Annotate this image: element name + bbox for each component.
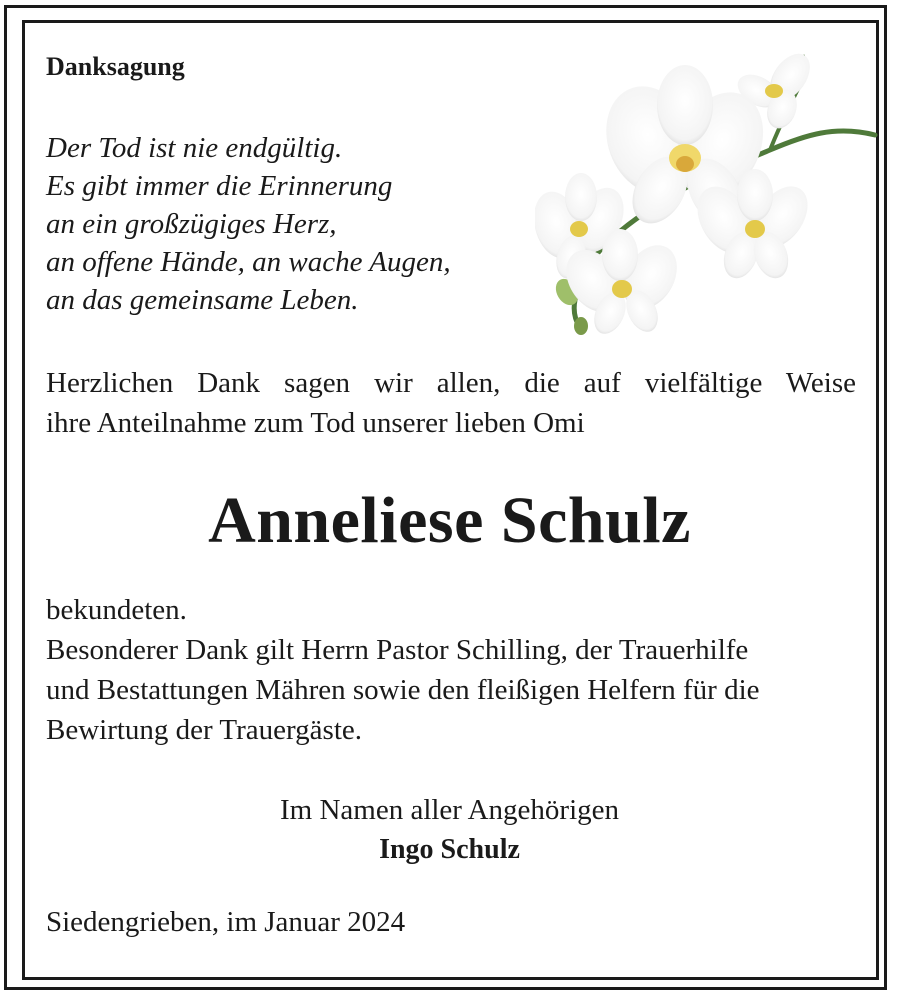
signature-block: [0, 790, 899, 870]
poem-line: Es gibt immer die Erinnerung: [46, 170, 393, 202]
poem-line: an offene Hände, an wache Augen,: [46, 246, 451, 278]
body-line: Besonderer Dank gilt Herrn Pastor Schilling, der Trauerhilfe: [46, 634, 749, 666]
place-date: Siedengrieben, im Januar 2024: [46, 906, 406, 938]
thanks-paragraph: [46, 363, 856, 443]
poem-line: an das gemeinsame Leben.: [46, 284, 359, 316]
body-line: Bewirtung der Trauergäste.: [46, 714, 362, 746]
orchid-icon: [535, 40, 880, 340]
notice-heading: Danksagung: [46, 52, 185, 81]
on-behalf-text: Im Namen aller Angehörigen: [279, 794, 620, 826]
poem-line: Der Tod ist nie endgültig.: [46, 132, 343, 164]
signer-name: Ingo Schulz: [379, 834, 520, 865]
body-line: und Bestattungen Mähren sowie den fleißigen Helfern für die: [46, 674, 760, 706]
deceased-name: Anneliese Schulz: [208, 484, 691, 557]
acknowledgement-paragraph: [46, 590, 760, 750]
thanks-line: ihre Anteilnahme zum Tod unserer lieben Omi: [46, 407, 585, 439]
thanks-line: Herzlichen Dank sagen wir allen, die auf vielfältige Weise: [46, 367, 856, 399]
body-line: bekundeten.: [46, 594, 187, 626]
poem: [46, 129, 451, 319]
poem-line: an ein großzügiges Herz,: [46, 208, 337, 240]
